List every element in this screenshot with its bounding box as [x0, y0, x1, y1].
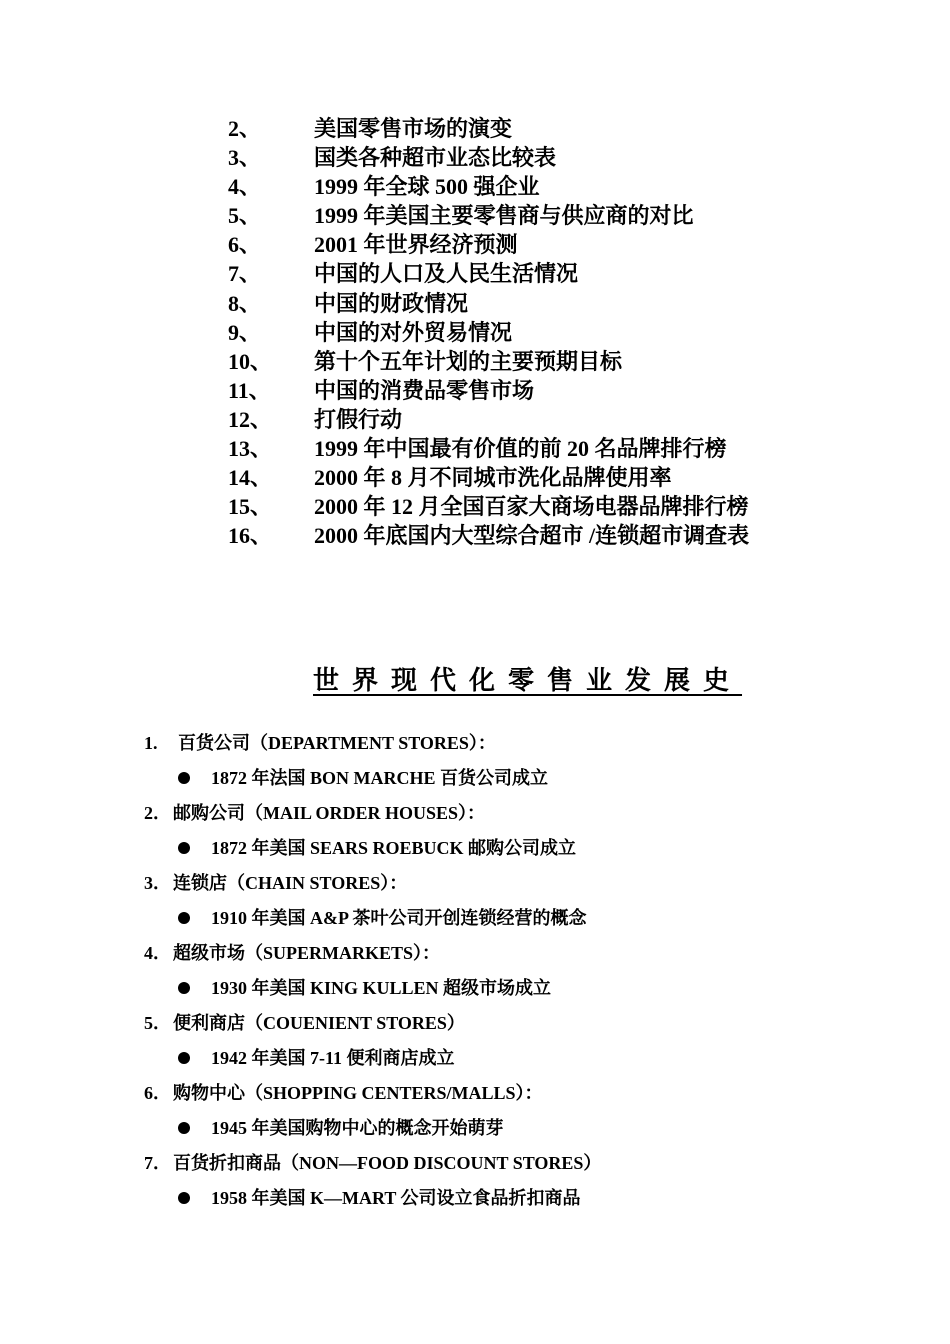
category-number: 5． [144, 1013, 171, 1033]
toc-text: 美国零售市场的演变 [314, 116, 513, 141]
category-number: 4． [144, 943, 171, 963]
category-text: 百货折扣商品（NON—FOOD DISCOUNT STORES） [173, 1153, 602, 1173]
history-fact [0, 831, 950, 866]
bullet-icon [178, 772, 190, 784]
toc-text: 1999 年全球 500 强企业 [314, 174, 540, 200]
toc-text: 第十个五年计划的主要预期目标 [314, 348, 623, 374]
category-text: 百货公司（DEPARTMENT STORES）： [178, 733, 496, 753]
toc-text: 国类各种超市业态比较表 [314, 145, 557, 171]
fact-text: 1930 年美国 KING KULLEN 超级市场成立 [211, 978, 552, 998]
toc-number: 14、 [228, 465, 273, 491]
fact-text: 1872 年美国 SEARS ROEBUCK 邮购公司成立 [211, 838, 577, 858]
toc-item [228, 230, 749, 259]
toc-number: 15、 [228, 494, 273, 520]
toc-item [228, 289, 749, 318]
toc-number: 11、 [228, 377, 271, 403]
category-text: 便利商店（COUENIENT STORES） [173, 1013, 465, 1033]
category-text: 超级市场（SUPERMARKETS）： [173, 943, 441, 963]
toc-number: 3、 [228, 145, 262, 171]
history-category [0, 1146, 950, 1181]
toc-item [228, 405, 749, 434]
category-text: 购物中心（SHOPPING CENTERS/MALLS）： [173, 1083, 543, 1103]
toc-number: 12、 [228, 406, 273, 432]
toc-text: 2000 年 12 月全国百家大商场电器品牌排行榜 [314, 494, 749, 520]
history-fact [0, 901, 950, 936]
toc-text: 中国的对外贸易情况 [314, 319, 513, 345]
category-number: 3． [144, 873, 171, 893]
fact-text: 1945 年美国购物中心的概念开始萌芽 [211, 1118, 504, 1138]
category-text: 邮购公司（MAIL ORDER HOUSES）： [173, 803, 486, 823]
toc-number: 10、 [228, 348, 273, 374]
toc-text: 中国的人口及人民生活情况 [314, 261, 579, 287]
toc-text: 2000 年 8 月不同城市洗化品牌使用率 [314, 465, 672, 491]
history-category [0, 1076, 950, 1111]
toc-text: 打假行动 [314, 406, 403, 432]
category-number: 1. [144, 733, 158, 753]
history-fact [0, 1111, 950, 1146]
history-category [0, 726, 950, 761]
fact-text: 1872 年法国 BON MARCHE 百货公司成立 [211, 768, 548, 788]
toc-number: 6、 [228, 232, 262, 258]
fact-text: 1942 年美国 7-11 便利商店成立 [211, 1048, 455, 1068]
bullet-icon [178, 912, 190, 924]
toc-item [228, 492, 749, 521]
bullet-icon [178, 842, 190, 854]
toc-number: 5、 [228, 203, 262, 229]
toc-item [228, 318, 749, 347]
toc-text: 1999 年美国主要零售商与供应商的对比 [314, 203, 694, 229]
toc-text: 2001 年世界经济预测 [314, 232, 518, 258]
toc-number: 7、 [228, 261, 262, 287]
section-title: 世界现代化零售业发展史 [313, 666, 743, 695]
toc-text: 中国的消费品零售市场 [314, 377, 535, 403]
history-fact [0, 971, 950, 1006]
history-fact [0, 1041, 950, 1076]
toc-text: 1999 年中国最有价值的前 20 名品牌排行榜 [314, 436, 727, 462]
toc-item [228, 259, 749, 288]
bullet-icon [178, 1192, 190, 1204]
toc-item [228, 143, 749, 172]
fact-text: 1910 年美国 A&P 茶叶公司开创连锁经营的概念 [211, 908, 587, 928]
fact-text: 1958 年美国 K—MART 公司设立食品折扣商品 [211, 1188, 581, 1208]
toc-item [228, 376, 749, 405]
history-fact [0, 761, 950, 796]
category-number: 6． [144, 1083, 171, 1103]
toc-number: 9、 [228, 319, 262, 345]
history-fact [0, 1181, 950, 1216]
history-category [0, 1006, 950, 1041]
toc-item [228, 521, 749, 550]
toc-item [228, 434, 749, 463]
toc-number: 4、 [228, 174, 262, 200]
toc-item [228, 201, 749, 230]
toc-number: 8、 [228, 290, 262, 316]
history-category [0, 936, 950, 971]
toc-text: 中国的财政情况 [314, 290, 469, 316]
toc-item [228, 172, 749, 201]
history-category [0, 866, 950, 901]
bullet-icon [178, 1052, 190, 1064]
category-text: 连锁店（CHAIN STORES）： [173, 873, 408, 893]
toc-item [228, 347, 749, 376]
toc-text: 2000 年底国内大型综合超市 /连锁超市调查表 [314, 523, 750, 549]
retail-history-list [0, 726, 950, 1216]
toc-item [228, 463, 749, 492]
toc-number: 2、 [228, 116, 262, 141]
bullet-icon [178, 1122, 190, 1134]
bullet-icon [178, 982, 190, 994]
toc-number: 16、 [228, 523, 273, 549]
toc-number: 13、 [228, 436, 273, 462]
toc-item [228, 114, 749, 143]
category-number: 7． [144, 1153, 171, 1173]
table-of-contents [228, 114, 749, 550]
history-category [0, 796, 950, 831]
category-number: 2． [144, 803, 171, 823]
